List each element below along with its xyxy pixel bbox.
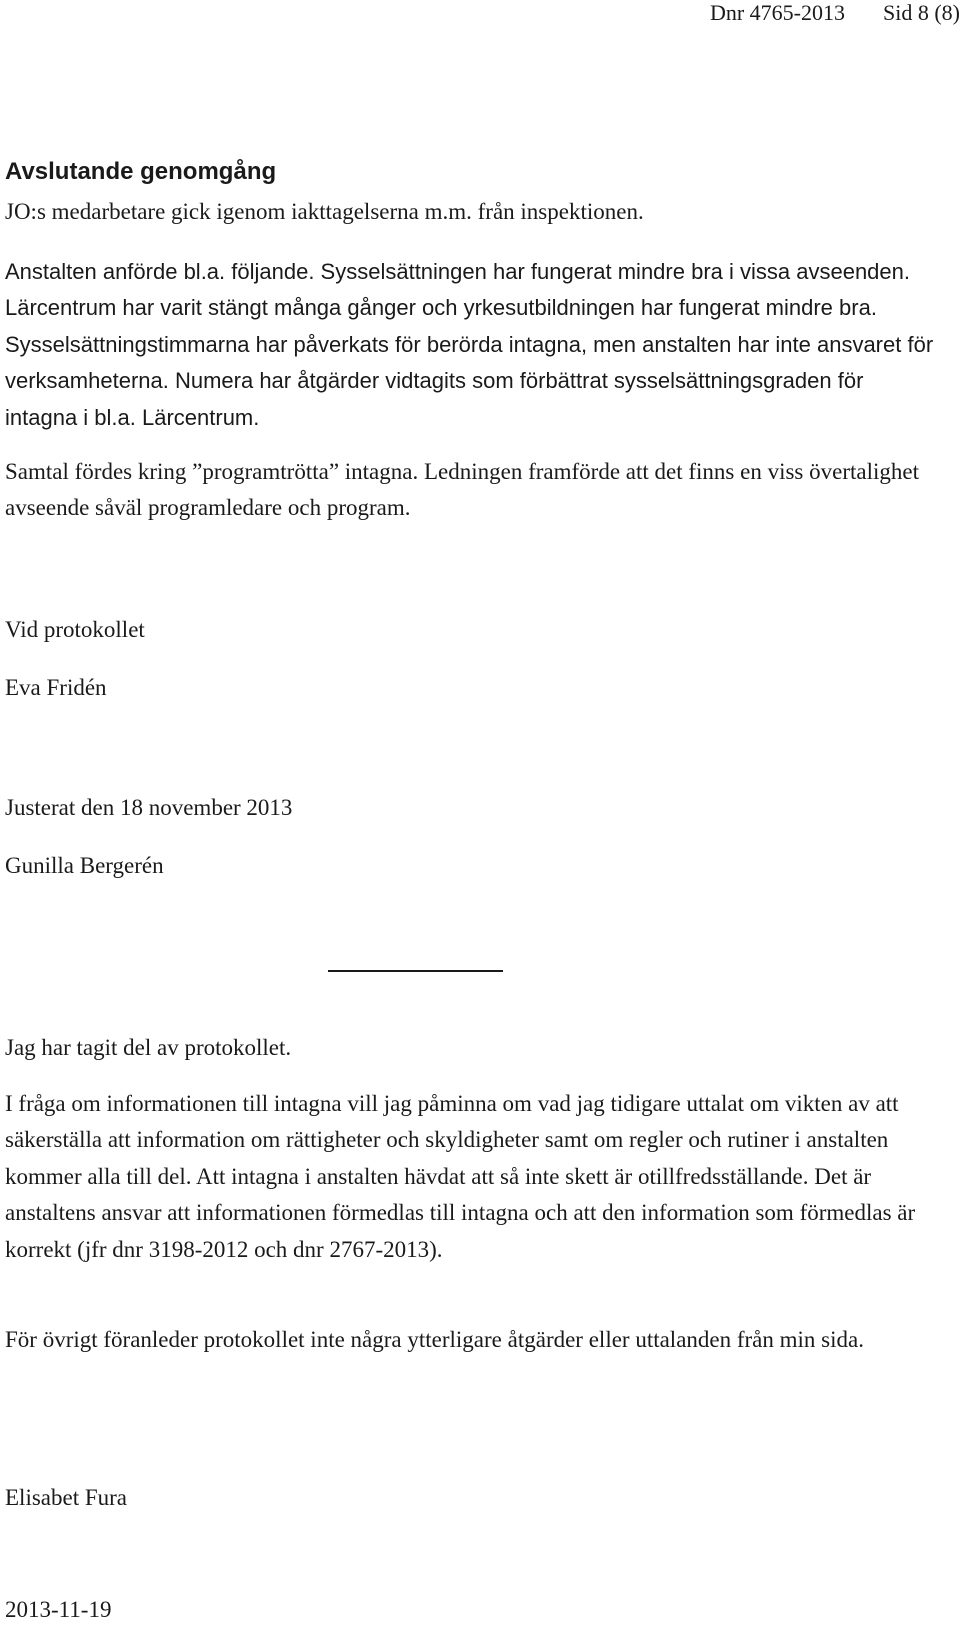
paragraph-conclusion: För övrigt föranleder protokollet inte några ytterligare åtgärder eller uttalanden från min sida. [5,1327,864,1352]
adjuster-name: Gunilla Bergerén [5,853,164,878]
case-number: Dnr 4765-2013 [709,0,845,25]
paragraph-information-to-inmates: I fråga om informationen till intagna vill jag påminna om vad jag tidigare uttalat om vikten av att säkerställa att information om rättigheter och skyldigheter samt om regler och rutiner i anstalten kommer alla till del. Att intagna i anstalten hävdat att så inte skett är otillfredsställande. Det är anstaltens ansvar att informationen förmedlas till intagna och att den information som förmedlas är korrekt (jfr dnr 3198-2012 och dnr 2767-2013). [5,1091,916,1262]
signature-line [328,970,503,972]
protocol-writer: Eva Fridén [5,675,107,700]
ombudsman-date: 2013-11-19 [5,1597,112,1622]
paragraph-review: JO:s medarbetare gick igenom iakttagelserna m.m. från inspektionen. [5,199,644,224]
paragraph-program-fatigue: Samtal fördes kring ”programtrötta” intagna. Ledningen framförde att det finns en viss övertalighet avseende såväl programledare och program. [5,459,919,521]
ombudsman-name: Elisabet Fura [5,1485,127,1510]
paragraph-institution-statement: Anstalten anförde bl.a. följande. Sysselsättningen har fungerat mindre bra i vissa avseenden. Lärcentrum har varit stängt många gånger och yrkesutbildningen har fungerat mindre bra. Sysselsättningstimmarna har påverkats för berörda intagna, men anstalten har inte ansvaret för verksamheterna. Numera har åtgärder vidtagits som förbättrat sysselsättningsgraden för intagna i bl.a. Lärcentrum. [5,259,934,430]
adjusted-date: Justerat den 18 november 2013 [5,795,293,820]
page-number: Sid 8 (8) [883,0,960,25]
protocol-label: Vid protokollet [5,617,145,642]
section-heading: Avslutande genomgång [5,158,277,185]
ombudsman-noted: Jag har tagit del av protokollet. [5,1035,292,1060]
page-header [710,0,960,26]
